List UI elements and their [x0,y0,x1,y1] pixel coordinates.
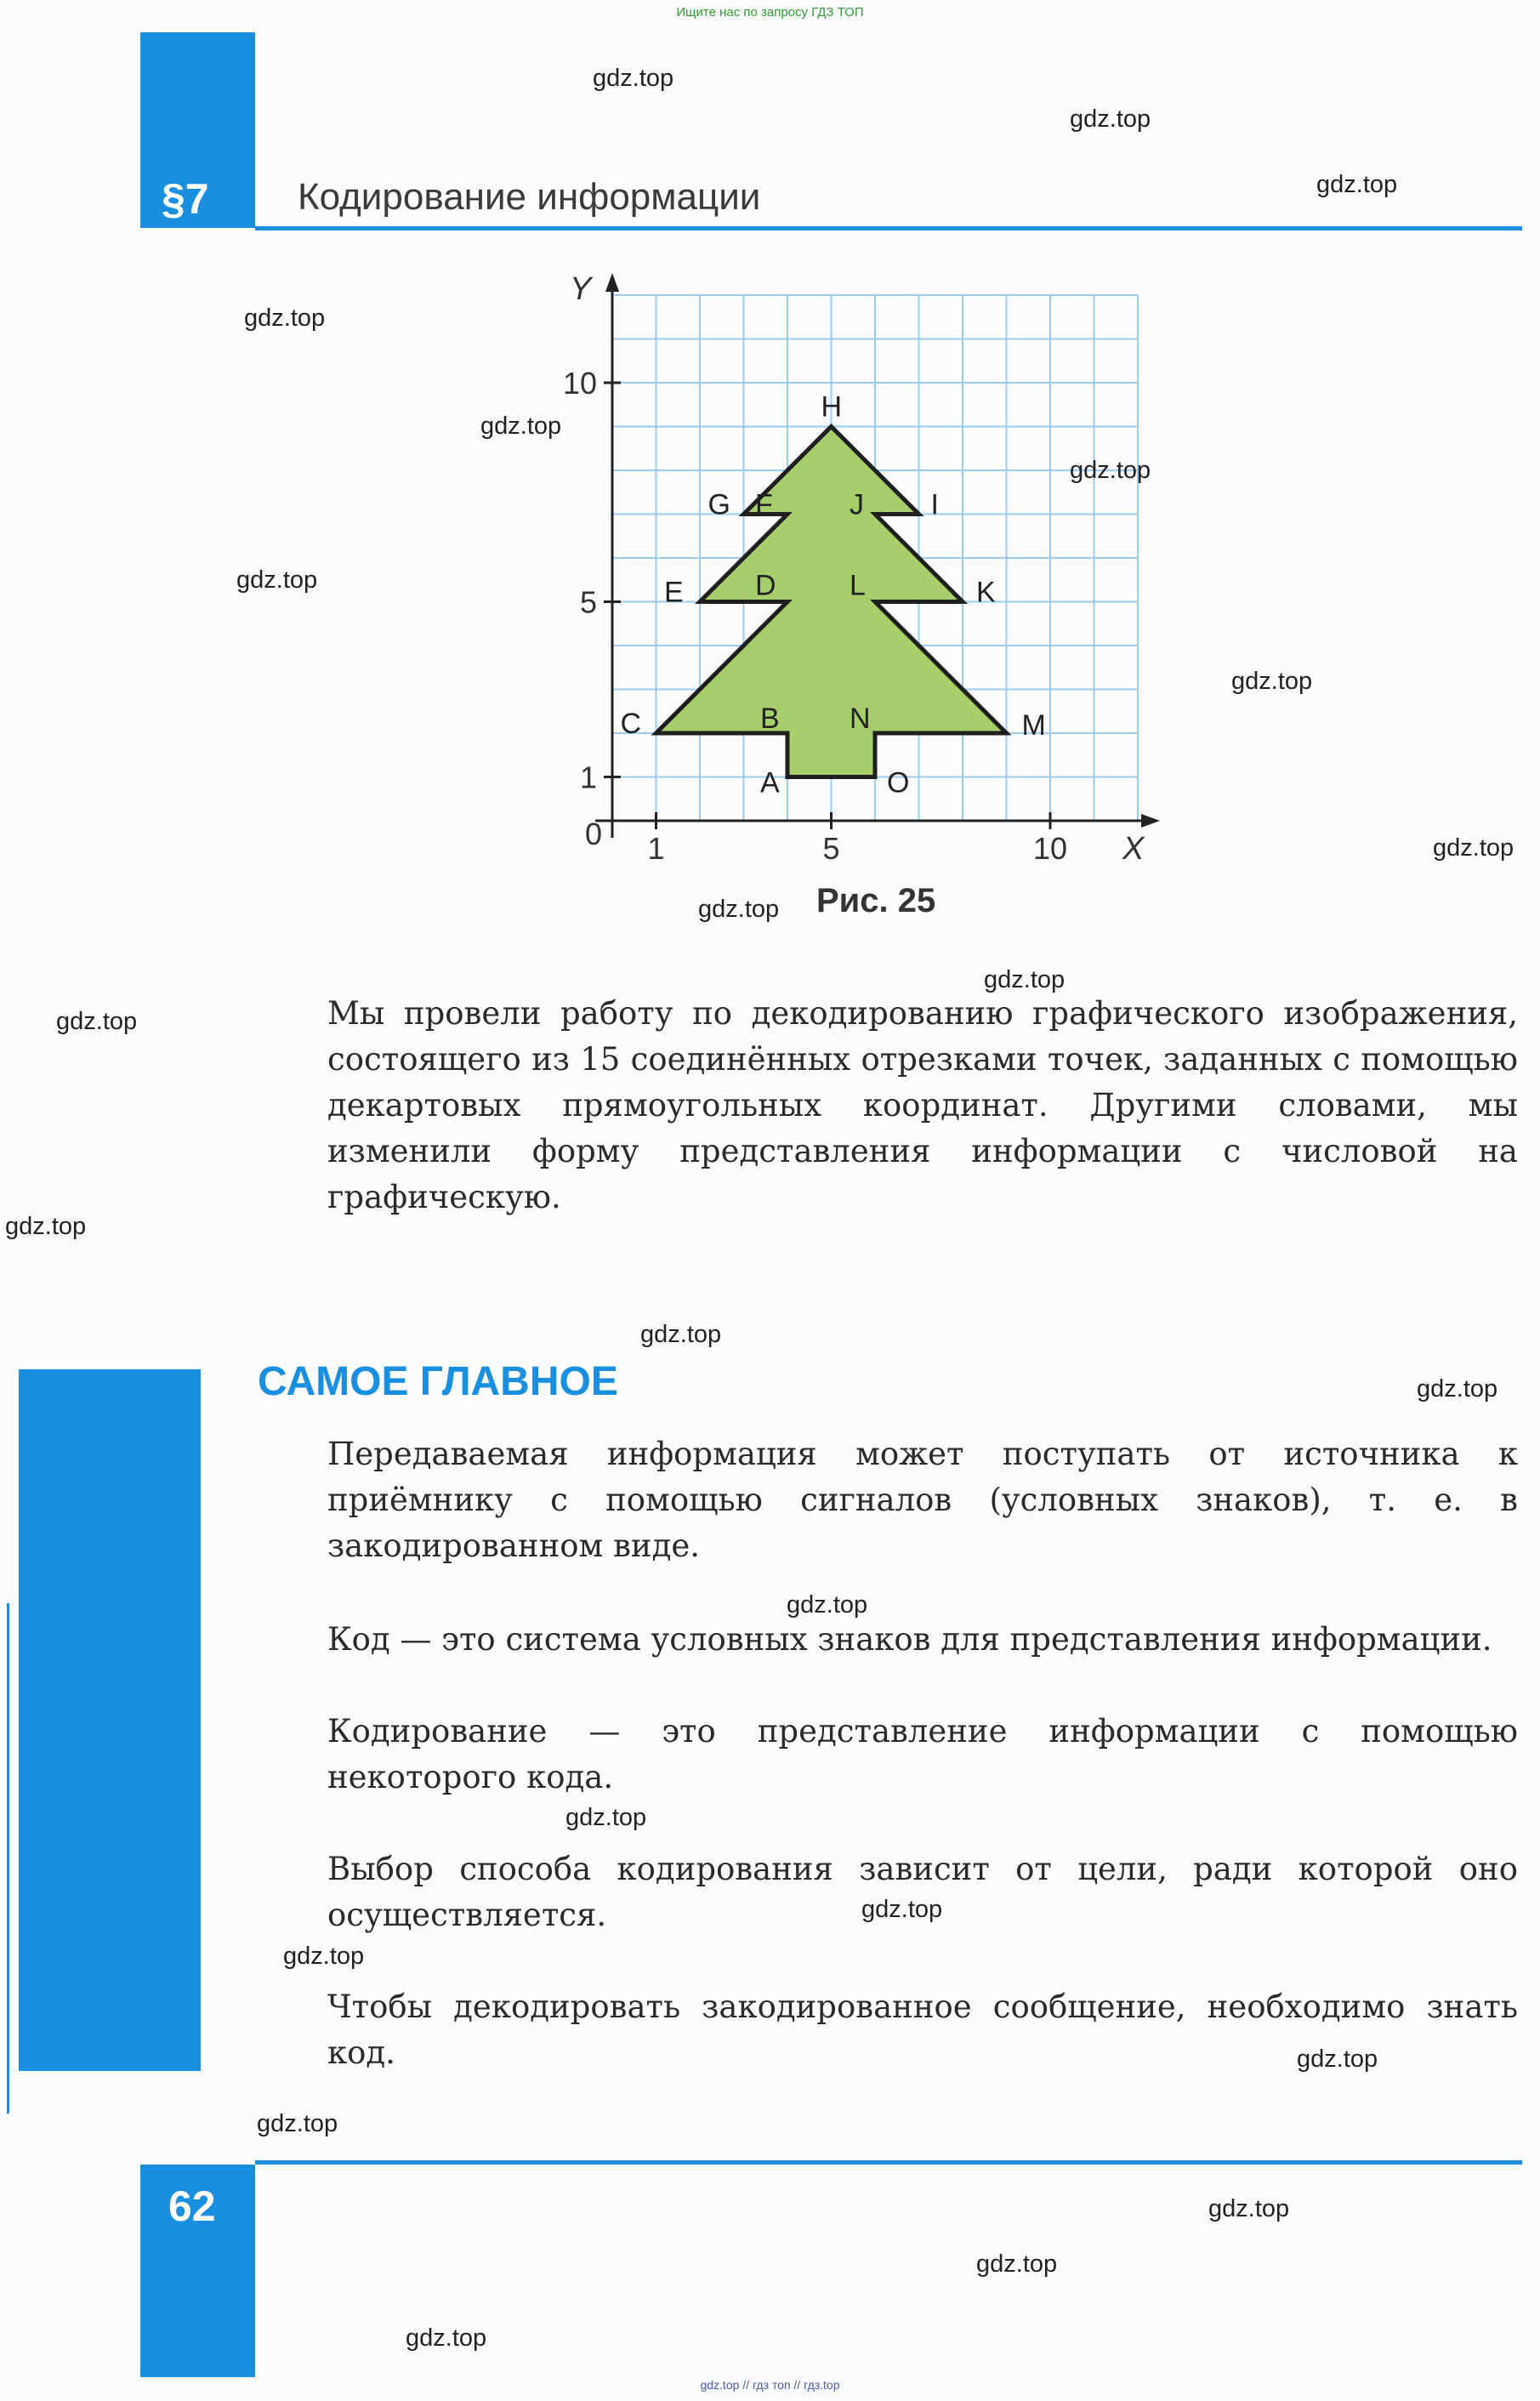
y-axis-arrow [605,273,619,292]
x-tick-label: 10 [1032,831,1068,866]
watermark[interactable]: gdz.top [1070,457,1151,484]
watermark[interactable]: gdz.top [1208,2195,1290,2222]
point-label: H [821,390,843,424]
watermark[interactable]: gdz.top [698,896,780,923]
watermark[interactable]: gdz.top [565,1804,647,1831]
x-axis-arrow [1141,814,1160,828]
point-label: K [976,576,996,609]
summary-heading: САМОЕ ГЛАВНОЕ [258,1359,618,1404]
coordinate-chart [544,272,1191,902]
watermark[interactable]: gdz.top [1297,2045,1378,2073]
point-label: N [850,703,871,735]
y-axis-label: Y [570,272,592,307]
watermark[interactable]: gdz.top [257,2110,338,2137]
summary-paragraph-3: Кодирование — это представление информации с помощью некоторого кода. [327,1713,1518,1795]
point-label: E [664,576,684,609]
watermark[interactable]: gdz.top [787,1591,868,1619]
section-number: §7 [162,175,209,223]
bottom-banner[interactable]: gdz.top // гдз топ // гдз.top [700,2378,840,2392]
watermark[interactable]: gdz.top [1231,668,1313,695]
y-tick-label: 1 [579,760,597,795]
point-label: A [760,766,780,799]
y-tick-label: 5 [579,584,597,620]
watermark[interactable]: gdz.top [244,304,326,332]
header-divider [255,226,1522,230]
point-label: F [755,488,773,521]
point-label: L [850,569,866,602]
watermark[interactable]: gdz.top [236,566,318,594]
watermark[interactable]: gdz.top [480,412,562,440]
watermark[interactable]: gdz.top [984,966,1065,993]
point-label: J [850,488,864,521]
page-number: 62 [168,2182,216,2230]
point-label: D [755,569,776,602]
paragraph-decoding: Мы провели работу по декодированию графического изображения, состоящего из 15 соединённых отрезками точек, заданных с помощью декартовых прямоугольных координат. Другими словами, мы изменили форму представления информации с числовой на графическую. [327,995,1518,1215]
summary-paragraph-4: Выбор способа кодирования зависит от цели, ради которой оно осуществляется. [327,1851,1518,1933]
summary-paragraph-2: Код — это система условных знаков для представления информации. [327,1621,1492,1658]
watermark[interactable]: gdz.top [406,2324,487,2352]
summary-side-bar [19,1369,201,2071]
top-banner[interactable]: Ищите нас по запросу ГДЗ ТОП [676,5,864,20]
tree-polygon [656,427,1007,777]
left-edge-line [7,1603,9,2114]
point-label: C [620,708,642,740]
summary-paragraph-5: Чтобы декодировать закодированное сообщение, необходимо знать код. [327,1989,1518,2071]
watermark[interactable]: gdz.top [861,1896,943,1923]
watermark[interactable]: gdz.top [1316,171,1398,198]
watermark[interactable]: gdz.top [1417,1375,1498,1402]
watermark[interactable]: gdz.top [5,1213,87,1240]
footer-divider [255,2160,1522,2165]
watermark[interactable]: gdz.top [283,1943,365,1970]
point-label: B [760,703,780,735]
point-label: I [930,488,939,521]
watermark[interactable]: gdz.top [56,1008,138,1035]
x-tick-label: 5 [822,831,840,866]
x-axis-label: X [1122,831,1145,867]
point-label: M [1021,709,1046,742]
figure-caption: Рис. 25 [816,882,936,919]
summary-paragraph-1: Передаваемая информация может поступать от источника к приёмнику с помощью сигналов (условных знаков), т. е. в закодированном виде. [327,1436,1518,1564]
watermark[interactable]: gdz.top [1070,105,1151,133]
x-tick-label: 1 [647,831,665,866]
point-label: G [707,488,730,521]
y-tick-label: 10 [562,366,597,401]
watermark[interactable]: gdz.top [593,65,674,92]
origin-label: 0 [585,816,603,851]
watermark[interactable]: gdz.top [1433,834,1514,862]
watermark[interactable]: gdz.top [976,2250,1058,2278]
point-label: O [887,766,910,799]
page-title: Кодирование информации [298,176,761,218]
watermark[interactable]: gdz.top [640,1321,722,1348]
